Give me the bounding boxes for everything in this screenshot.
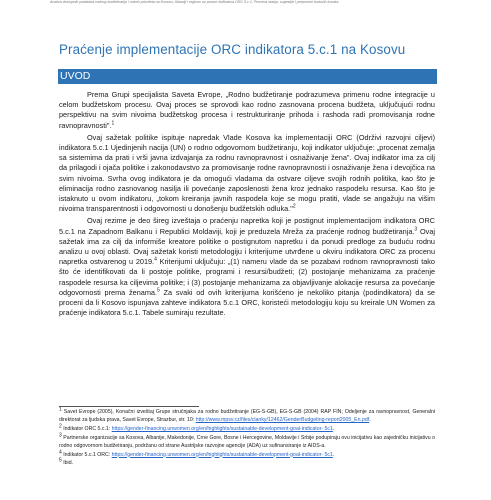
footnote-number: 2 xyxy=(59,423,62,430)
footnote-text: Indikator ORC 5.c.1: xyxy=(61,425,112,432)
footnotes xyxy=(59,406,435,469)
footnote-number: 5 xyxy=(59,457,62,464)
footnote-suffix: . xyxy=(332,425,335,432)
footnote-number: 3 xyxy=(59,431,62,438)
paragraph-3-text-c: Kriterijumi uključuju: „(1) nameru vlade da se pozabavi rodnom ravnopravnosti tako što će identifikovati da li postoje politike, programi i resursi/budžeti; (2) postojanje mehanizama za praćenje raspodele resursa ka ciljevima politike; i (3) postojanje mehanizama za objavljivanje alokacije resursa za povećanje odgovornosti prema ženama. xyxy=(59,257,435,297)
footnote-number: 1 xyxy=(59,406,62,413)
paragraph-3 xyxy=(59,216,435,318)
footnote-suffix: . xyxy=(332,451,335,458)
footnote-text: Savet Evrope (2005), Konačni izveštaj Grupe stručnjaka za rodno budžetiranje (EG-S-GB), EG-S-GB (2004) RAP FIN; Odeljenje za ravnopravnost, Generalni direktorat za ljudska prava, Savet Evrope, Strazbur, str. 10: xyxy=(59,409,435,423)
footnote-number: 4 xyxy=(59,448,62,455)
footnote-3 xyxy=(59,431,435,451)
footnote-1 xyxy=(59,406,435,425)
page-title: Praćenje implementacije ORC indikatora 5.c.1 na Kosovu xyxy=(59,42,406,57)
footnote-ref-2[interactable]: 2 xyxy=(292,203,296,210)
footnote-link[interactable]: https://gender-financing.unwomen.org/en/highlights/sustainable-development-goal-indicator- 5c1 xyxy=(111,451,333,458)
footnote-5 xyxy=(59,457,435,468)
paragraph-3-text-d: Za svaki od ovih kriterijuma korišćeno je nekoliko pitanja (podindikatora) da se proceni da li Kosovo ispunjava zahteve indikatora 5.c.1 ORC, koristeći metodologiju koju su kreirale UN Women za praćenje indikatora 5.c.1. Tabele sumiraju rezultate. xyxy=(59,287,435,318)
footnote-separator xyxy=(59,406,199,407)
paragraph-2-text: Ovaj sažetak politike ispituje napredak Vlade Kosova ka implementaciji ORC (Održivi razvojni ciljevi) indikatora 5.c.1 Ujedinjenih nacija (UN) o rodno odgovornom budžetiranju, koji indikator uključuje: „procenat zemalja sa sistemima da prati i vrši javna izdvajanja za rodnu ravnopravnost i osnaživanje žena". Ovaj indikator ima za cilj da prilagodi i ojača politike i zakonodavstvo za promovisanje rodne ravnopravnosti i osnaživanje žena i devojčica na svim nivoima. Svrha ovog indikatora je da omogući vladama da ostvare ciljeve svojih rodnih politika, kao što je eliminacija rodno zasnovanog nasilja ili povećanje zaposlenosti žena kroz jednako raspodelu resursa. Kao što je istaknuto u ovom indikatoru, „tokom kreiranja javnih raspodela koje se mogu pratiti, vlade se angažuju na višim nivoima transparentnosti i odgovornosti u donošenju budžetskih odluka." xyxy=(59,132,435,214)
footnote-ref-5[interactable]: 5 xyxy=(157,287,160,294)
paragraph-3-text-b: Ovaj sažetak ima za cilj da informiše kreatore politike o postignutom napretku i da ponudi predloge za buduću rodnu analizu u ovoj oblasti. Ovaj sažetak koristi metodologiju i kriterijume utvrđene u okviru indikatora ORC za procenu napretka ostvarenog u 2019. xyxy=(59,226,435,267)
header-note: Analiza dostupnih podataka rodnog budžetiranja i rodnih prioriteta na Kosovu, Albaniji i regionu uz pomoć indikatora ORC 5.c.1. Procena stanja, sugestije i preporuke budućih koraka. xyxy=(50,0,340,4)
footnote-ref-3[interactable]: 3 xyxy=(414,226,418,233)
footnote-text: Indikator 5.c.1 ORC: xyxy=(61,451,112,458)
paragraph-1-text: Prema Grupi specijalista Saveta Evrope, „Rodno budžetiranje podrazumeva primenu rodne integracije u celom budžetskom procesu. Ovaj proces se sprovodi kao rodno zasnovana procena budžeta, uključujući rodnu perspektivu na svim nivoima budžetskog procesa i restrukturiranje prihoda i rashoda radi promovisanja rodne ravnopravnosti". xyxy=(59,90,435,130)
paragraph-1 xyxy=(59,90,435,131)
footnote-text: Partnerske organizacije sa Kosova, Albanije, Makedonije, Crne Gore, Bosne i Hercegovine, Moldavije i Srbije podupiraju ovu inicijativu kao zajedničku inicijativu o rodno odgovornom budžetiranju, podržanu od strane Austrijske razvojne agencije (ADA) uz sufinansiranje iz AIDS-a. xyxy=(59,434,435,449)
footnote-suffix: . xyxy=(369,416,371,423)
section-heading-bar xyxy=(58,69,437,84)
paragraph-2 xyxy=(59,133,435,215)
footnote-ref-1[interactable]: 1 xyxy=(111,120,115,127)
footnote-link[interactable]: http://www.mpsv.cz/files/clanky/12462/GenderBudgeting-report2005_En.pdf xyxy=(195,416,370,423)
footnote-ref-4[interactable]: 4 xyxy=(154,256,157,263)
footnote-link[interactable]: https://gender-financing.unwomen.org/en/highlights/sustainable-development-goal-indicator- 5c1 xyxy=(111,425,333,432)
footnote-text: Ibid. xyxy=(61,460,74,467)
body-text xyxy=(59,90,435,320)
section-heading: UVOD xyxy=(60,70,91,82)
footnote-4 xyxy=(59,448,435,460)
footnote-2 xyxy=(59,423,435,434)
paragraph-3-text-a: Ovaj rezime je deo šireg izveštaja o praćenju napretka koji je postignut implementacijom indikatora ORC 5.c.1 na Zapadnom Balkanu i Republici Moldaviji, koji je preduzela Mreža za praćenje rodnog budžetiranja. xyxy=(59,216,435,236)
